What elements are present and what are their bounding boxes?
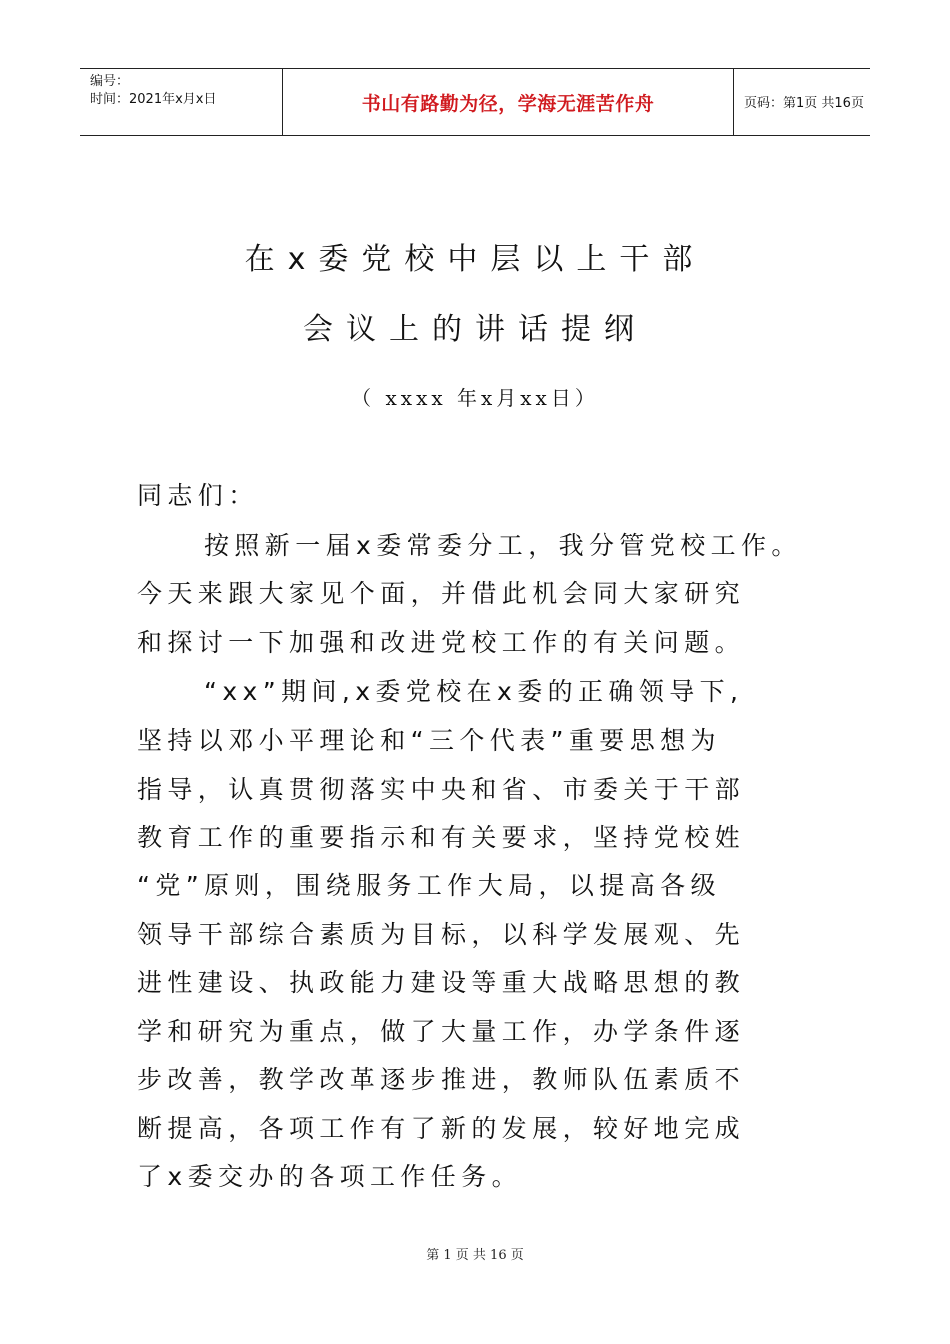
document-title-line-2: 会议上的讲话提纲 xyxy=(303,312,647,347)
header-motto-cell xyxy=(282,69,734,135)
body-line: 领导干部综合素质为目标，以科学发展观、先 xyxy=(137,920,746,949)
body-line: 进性建设、执政能力建设等重大战略思想的教 xyxy=(137,968,746,997)
page-footer: 第 1 页 共 16 页 xyxy=(426,1248,524,1263)
header-page-code: 页码：第1页 共16页 xyxy=(744,96,864,111)
body-line: 了x委交办的各项工作任务。 xyxy=(137,1162,522,1191)
document-number-label: 编号： xyxy=(90,74,130,89)
body-line: 步改善，教学改革逐步推进，教师队伍素质不 xyxy=(137,1065,746,1094)
body-line: 今天来跟大家见个面，并借此机会同大家研究 xyxy=(137,579,746,608)
body-line: 和探讨一下加强和改进党校工作的有关问题。 xyxy=(137,628,746,657)
body-line: 坚持以邓小平理论和“三个代表”重要思想为 xyxy=(137,726,721,755)
document-title-line-1: 在x委党校中层以上干部 xyxy=(244,242,706,277)
body-line: 按照新一届x委常委分工，我分管党校工作。 xyxy=(204,531,802,560)
header-page-cell xyxy=(734,69,870,135)
body-line: 断提高，各项工作有了新的发展，较好地完成 xyxy=(137,1114,746,1143)
body-line: 学和研究为重点，做了大量工作，办学条件逐 xyxy=(137,1017,746,1046)
salutation: 同志们： xyxy=(137,481,259,510)
body-line: “党”原则，围绕服务工作大局，以提高各级 xyxy=(137,871,721,900)
header-info-cell xyxy=(80,69,282,135)
body-line: “xx”期间,x委党校在x委的正确领导下, xyxy=(204,677,744,706)
document-date: （ xxxx 年x月xx日） xyxy=(351,386,599,410)
header-motto: 书山有路勤为径，学海无涯苦作舟 xyxy=(361,93,655,115)
document-time-label: 时间：2021年x月x日 xyxy=(90,92,217,107)
body-line: 指导，认真贯彻落实中央和省、市委关于干部 xyxy=(137,775,746,804)
document-header xyxy=(80,68,870,136)
body-line: 教育工作的重要指示和有关要求，坚持党校姓 xyxy=(137,823,746,852)
